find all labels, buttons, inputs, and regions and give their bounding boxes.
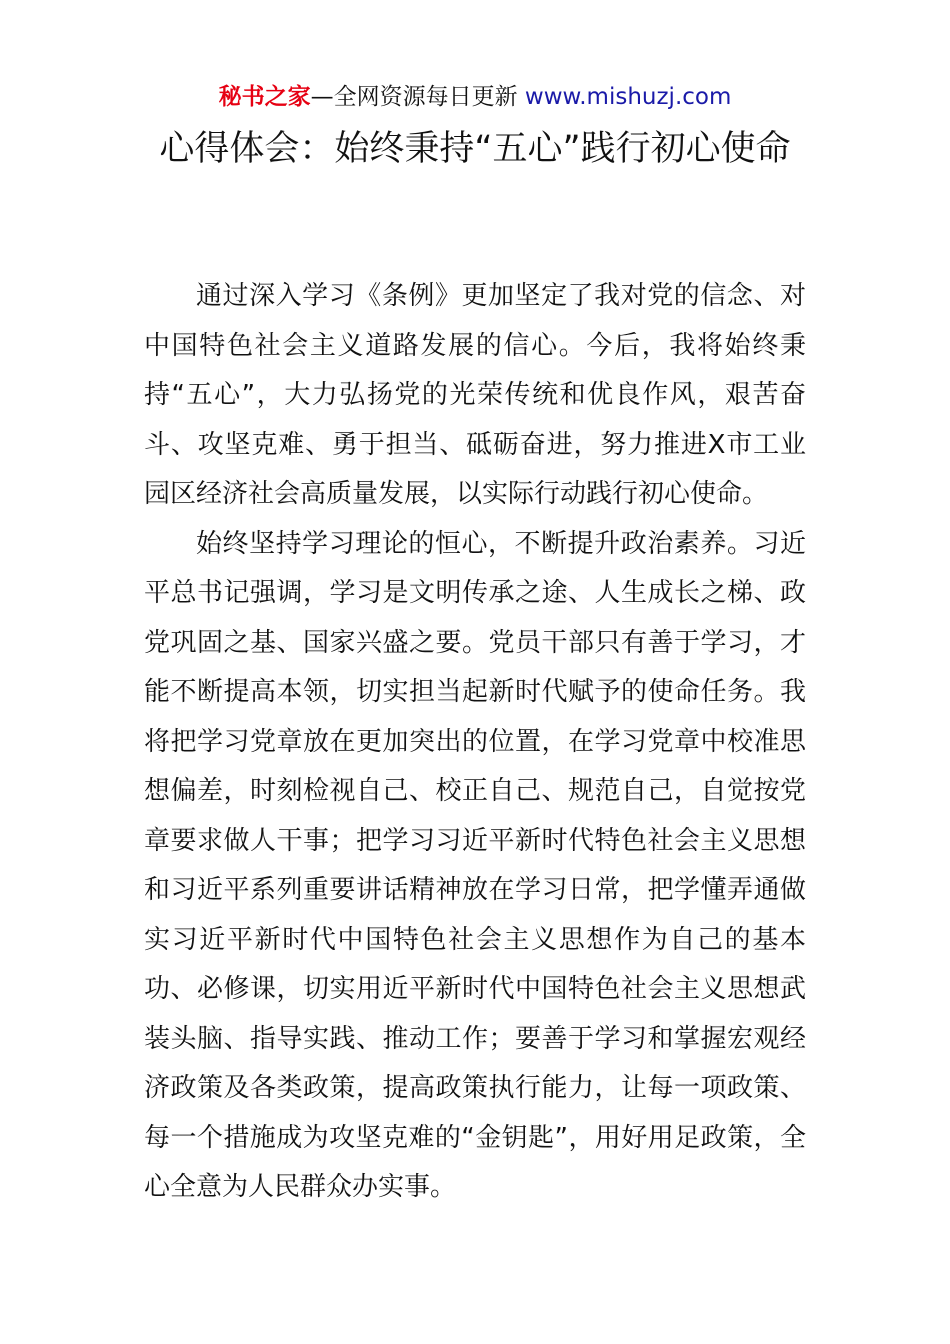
site-url-link[interactable]: www.mishuzj.com: [524, 84, 732, 110]
site-tagline: —全网资源每日更新: [310, 84, 525, 110]
site-brand: 秘书之家: [218, 84, 311, 110]
document-title: 心得体会：始终秉持“五心”践行初心使命: [159, 129, 791, 169]
document-body: [144, 272, 806, 1213]
paragraph-study-theory: 始终坚持学习理论的恒心，不断提升政治素养。习近平总书记强调，学习是文明传承之途、人生成长之梯、政党巩固之基、国家兴盛之要。党员干部只有善于学习，才能不断提高本领，切实担当起新时代赋予的使命任务。我将把学习党章放在更加突出的位置，在学习党章中校准思想偏差，时刻检视自己、校正自己、规范自己，自觉按党章要求做人干事；把学习习近平新时代特色社会主义思想和习近平系列重要讲话精神放在学习日常，把学懂弄通做实习近平新时代中国特色社会主义思想作为自己的基本功、必修课，切实用近平新时代中国特色社会主义思想武装头脑、指导实践、推动工作；要善于学习和掌握宏观经济政策及各类政策，提高政策执行能力，让每一项政策、每一个措施成为攻坚克难的“金钥匙”，用好用足政策，全心全意为人民群众办实事。: [144, 528, 806, 1202]
site-header: [0, 80, 950, 114]
paragraph-intro: 通过深入学习《条例》更加坚定了我对党的信念、对中国特色社会主义道路发展的信心。今后，我将始终秉持“五心”，大力弘扬党的光荣传统和优良作风，艰苦奋斗、攻坚克难、勇于担当、砥砺奋进，努力推进X市工业园区经济社会高质量发展，以实际行动践行初心使命。: [144, 281, 806, 509]
